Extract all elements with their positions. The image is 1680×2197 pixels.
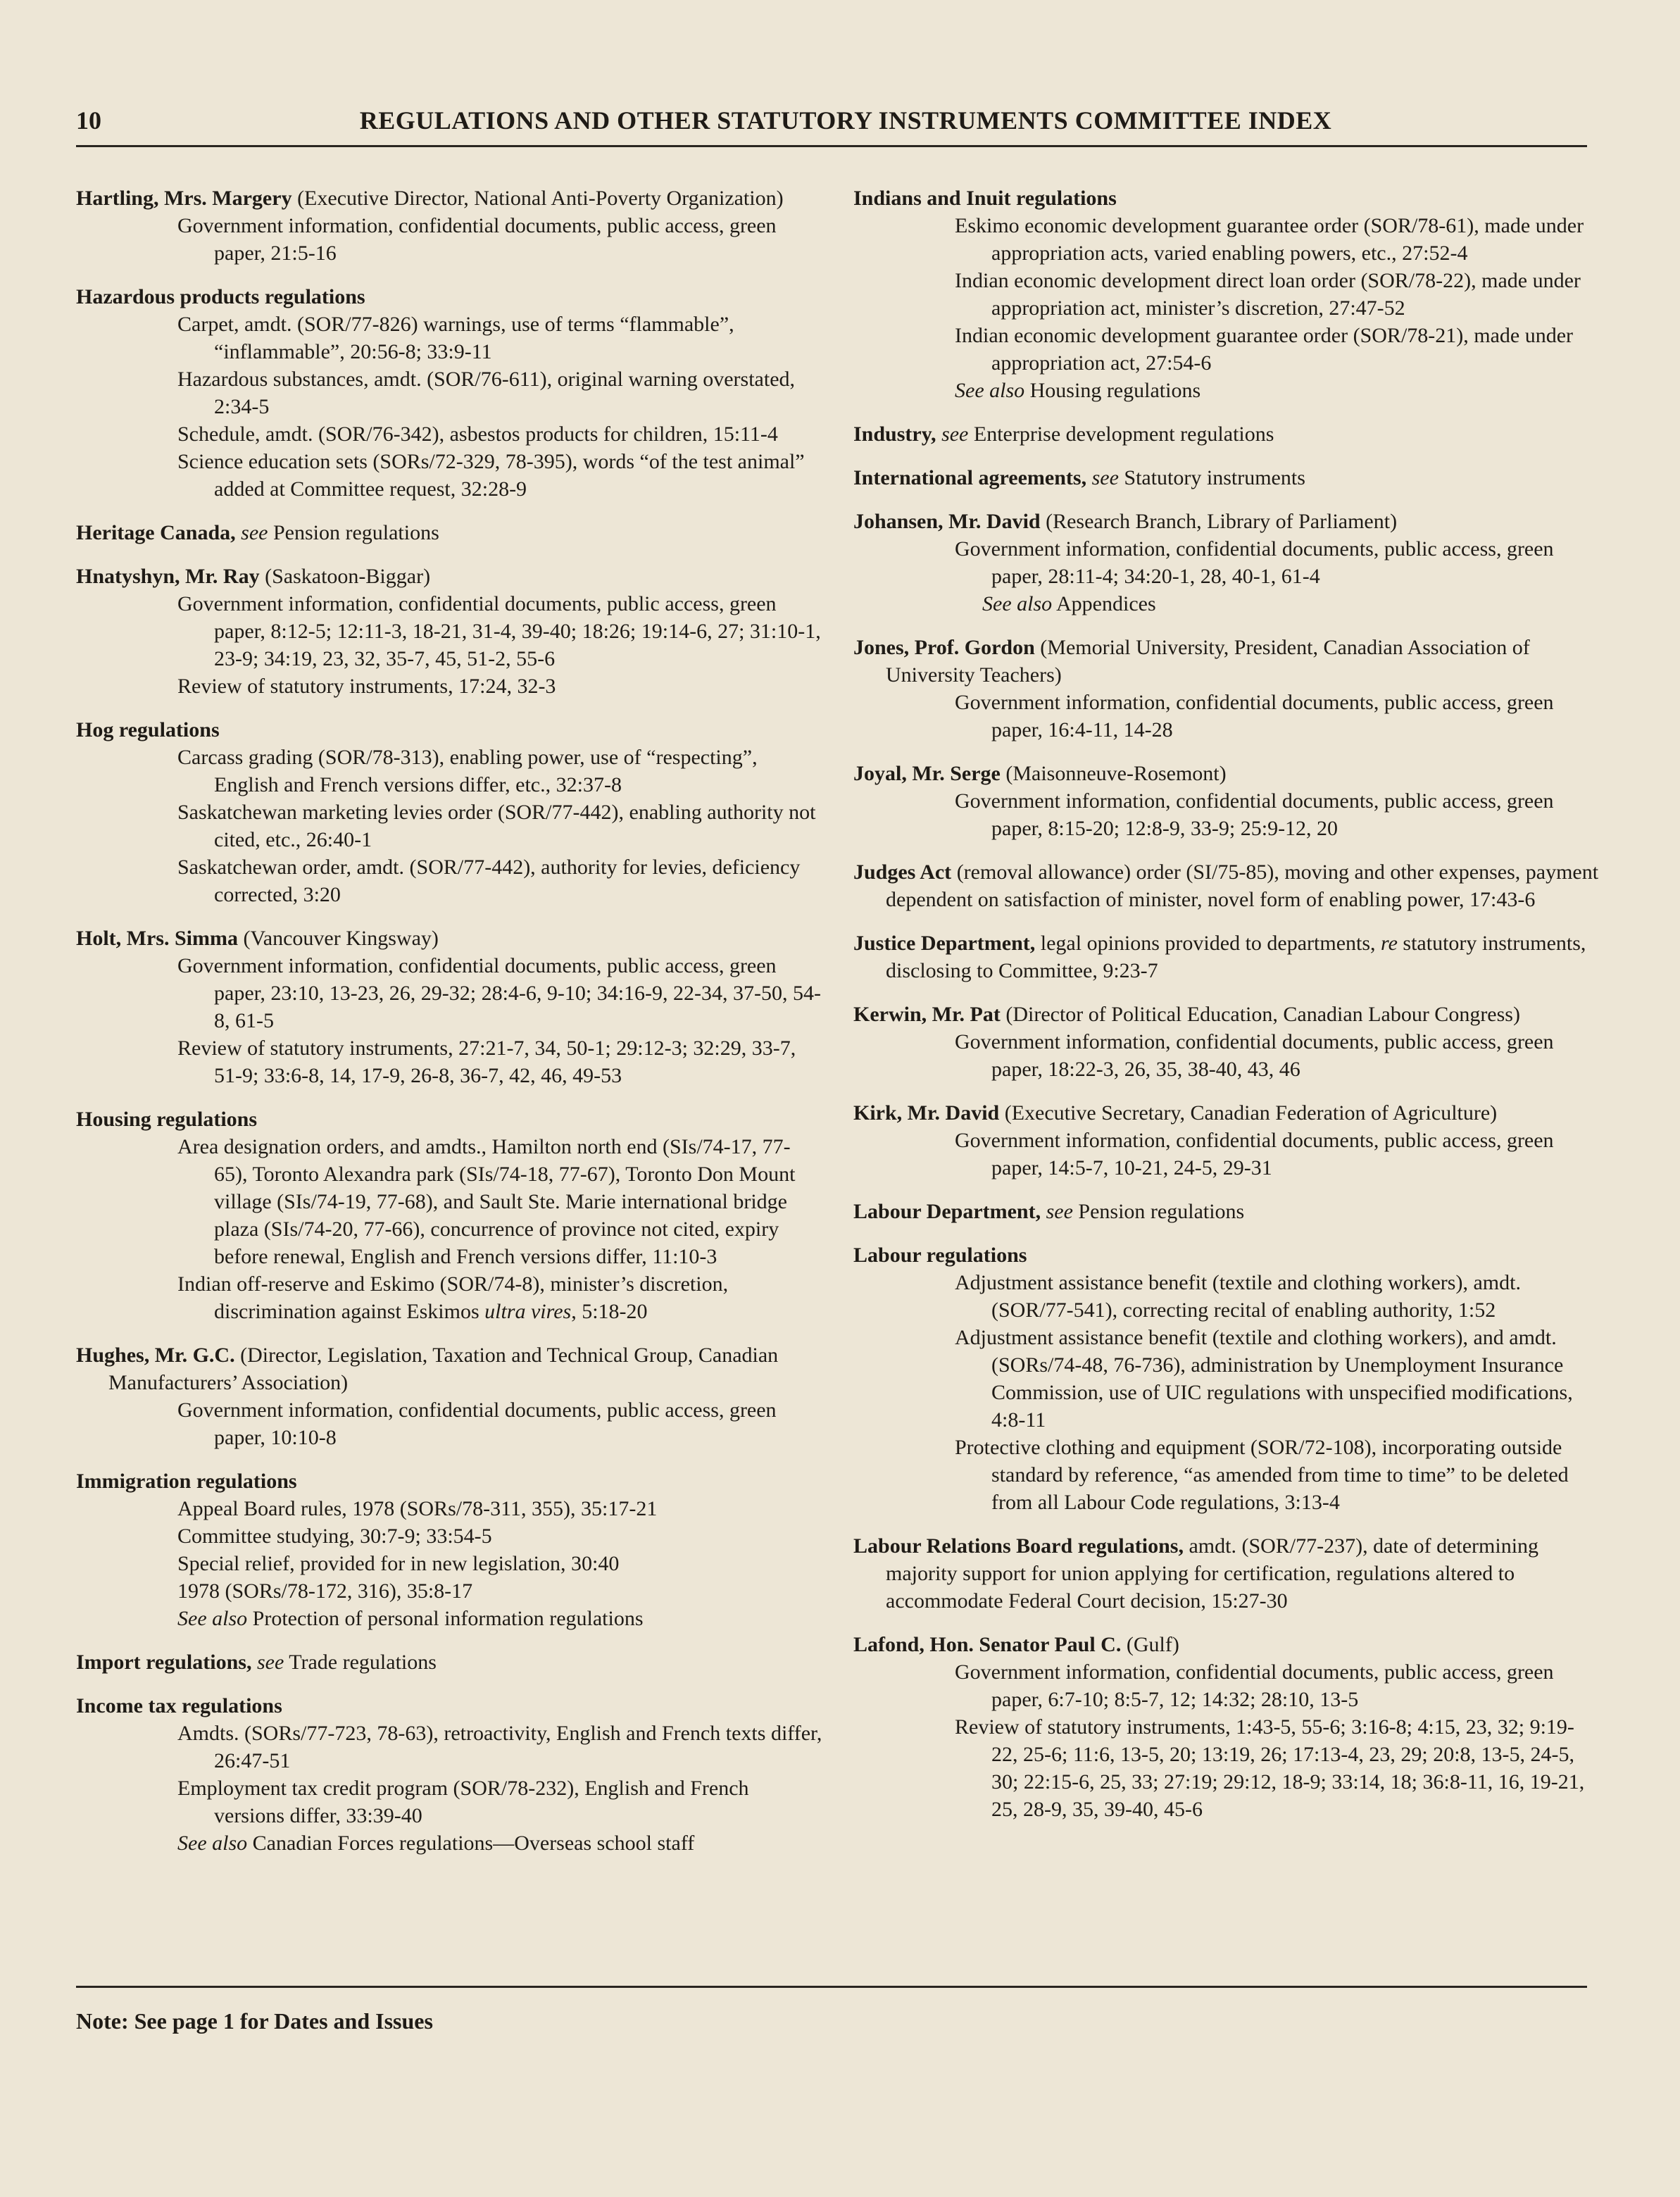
subheading-text: Saskatchewan order, amdt. (SOR/77-442), authority for levies, deficiency corrected, 3:20 bbox=[177, 856, 801, 906]
entry-heading: Johansen, Mr. David bbox=[853, 510, 1041, 533]
see-target: Trade regulations bbox=[289, 1651, 437, 1674]
entry-heading: Holt, Mrs. Simma bbox=[76, 927, 238, 950]
index-entry bbox=[76, 519, 822, 546]
subheading-text: Review of statutory instruments, 17:24, 32-3 bbox=[177, 675, 556, 698]
subheading-text: Indian off-reserve and Eskimo (SOR/74-8), minister’s discretion, discrimination against Eskimos bbox=[177, 1272, 729, 1323]
entry-heading-line bbox=[853, 858, 1600, 913]
subheading-text: Science education sets (SORs/72-329, 78-395), words “of the test animal” added at Committee request, 32:28-9 bbox=[177, 450, 805, 501]
subheading-text: Government information, confidential documents, public access, green paper, 10:10-8 bbox=[177, 1398, 777, 1449]
subheading-text: Saskatchewan marketing levies order (SOR/77-442), enabling authority not cited, etc., 26:40-1 bbox=[177, 801, 816, 851]
see-word: see bbox=[241, 521, 268, 544]
index-entry bbox=[853, 420, 1600, 448]
entry-subheading bbox=[76, 1577, 822, 1605]
subheading-text-end: , 5:18-20 bbox=[571, 1300, 648, 1323]
index-entry bbox=[853, 930, 1600, 984]
entry-heading-line bbox=[853, 1631, 1600, 1658]
entry-heading: Heritage Canada, bbox=[76, 521, 236, 544]
see-word: see bbox=[1046, 1200, 1073, 1223]
entry-subheading bbox=[853, 1434, 1600, 1516]
entry-subheading bbox=[76, 311, 822, 365]
see-also-line bbox=[853, 377, 1600, 404]
index-entry bbox=[853, 1001, 1600, 1083]
index-entry bbox=[853, 1198, 1600, 1225]
subheading-text: Indian economic development direct loan order (SOR/78-22), made under appropriation act, minister’s discretion, 27:47-52 bbox=[955, 269, 1581, 320]
entry-heading-line bbox=[76, 1106, 822, 1133]
entry-subheading bbox=[76, 853, 822, 908]
entry-subheading bbox=[76, 672, 822, 700]
index-entry bbox=[853, 858, 1600, 913]
entry-subheading bbox=[76, 420, 822, 448]
entry-heading-line bbox=[76, 925, 822, 952]
entry-heading-italic: re bbox=[1381, 932, 1398, 955]
index-entry bbox=[853, 1631, 1600, 1823]
footer-divider bbox=[76, 1986, 1587, 1988]
running-title: REGULATIONS AND OTHER STATUTORY INSTRUMENTS COMMITTEE INDEX bbox=[359, 106, 1332, 134]
entry-heading-line bbox=[76, 1648, 822, 1676]
entry-heading-line bbox=[853, 634, 1600, 689]
index-entry bbox=[853, 508, 1600, 618]
subheading-text: Government information, confidential documents, public access, green paper, 28:11-4; 34:20-1, 28, 40-1, 61-4 bbox=[955, 537, 1554, 588]
entry-heading-line bbox=[76, 1467, 822, 1495]
entry-subheading bbox=[853, 1658, 1600, 1713]
entry-heading-line bbox=[853, 1198, 1600, 1225]
see-also-label: See also bbox=[955, 379, 1025, 402]
index-entry bbox=[76, 716, 822, 908]
entry-subheading bbox=[853, 267, 1600, 322]
entry-heading-detail: (Memorial University, President, Canadian Association of University Teachers) bbox=[886, 636, 1530, 687]
subheading-text: Government information, confidential documents, public access, green paper, 8:15-20; 12:8-9, 33-9; 25:9-12, 20 bbox=[955, 789, 1554, 840]
entry-subheading bbox=[76, 212, 822, 267]
entry-heading: Labour Relations Board regulations, bbox=[853, 1534, 1184, 1558]
entry-heading-line bbox=[76, 1341, 822, 1396]
entry-subheading bbox=[76, 448, 822, 503]
index-entry bbox=[853, 184, 1600, 404]
entry-heading: Labour Department, bbox=[853, 1200, 1041, 1223]
entry-heading-detail: legal opinions provided to departments, bbox=[1035, 932, 1381, 955]
entry-heading: Kirk, Mr. David bbox=[853, 1101, 1000, 1125]
see-also-target: Protection of personal information regulations bbox=[252, 1607, 644, 1630]
entry-heading-line bbox=[853, 1001, 1600, 1028]
entry-heading-line bbox=[76, 563, 822, 590]
entry-heading: Judges Act bbox=[853, 860, 952, 884]
entry-heading-detail: (removal allowance) order (SI/75-85), moving and other expenses, payment dependent on satisfaction of minister, novel form of enabling power, 17:43-6 bbox=[886, 860, 1599, 911]
entry-heading: Labour regulations bbox=[853, 1244, 1027, 1267]
index-entry bbox=[853, 464, 1600, 492]
entry-heading-detail: (Executive Secretary, Canadian Federation of Agriculture) bbox=[999, 1101, 1498, 1125]
index-entry bbox=[76, 1648, 822, 1676]
subheading-text: Protective clothing and equipment (SOR/72-108), incorporating outside standard by reference, “as amended from time to time” to be deleted from all Labour Code regulations, 3:13-4 bbox=[955, 1436, 1569, 1514]
see-word: see bbox=[941, 423, 969, 446]
entry-subheading bbox=[76, 1034, 822, 1089]
entry-heading-detail: (Executive Director, National Anti-Poverty Organization) bbox=[292, 187, 784, 210]
entry-heading-line bbox=[853, 930, 1600, 984]
entry-heading: Kerwin, Mr. Pat bbox=[853, 1003, 1001, 1026]
index-entry bbox=[76, 1692, 822, 1857]
entry-heading-detail: amdt. (SOR/77-237), date of determining majority support for union applying for certification, regulations altered to accommodate Federal Court decision, 15:27-30 bbox=[886, 1534, 1539, 1613]
entry-heading-detail: (Research Branch, Library of Parliament) bbox=[1040, 510, 1398, 533]
entry-heading: Import regulations, bbox=[76, 1651, 252, 1674]
entry-heading-detail: (Vancouver Kingsway) bbox=[237, 927, 439, 950]
see-target: Enterprise development regulations bbox=[973, 423, 1274, 446]
entry-subheading bbox=[76, 744, 822, 799]
entry-heading-line bbox=[853, 464, 1600, 492]
see-also-line bbox=[76, 1829, 822, 1857]
see-also-label: See also bbox=[177, 1607, 248, 1630]
entry-heading-line bbox=[76, 184, 822, 212]
entry-subheading bbox=[76, 1133, 822, 1270]
subheading-text: Government information, confidential documents, public access, green paper, 6:7-10; 8:5-7, 12; 14:32; 28:10, 13-5 bbox=[955, 1660, 1554, 1711]
entry-heading: Hazardous products regulations bbox=[76, 285, 365, 308]
entry-heading: Jones, Prof. Gordon bbox=[853, 636, 1035, 659]
entry-subheading bbox=[76, 1495, 822, 1522]
entry-heading-line bbox=[853, 760, 1600, 787]
entry-subheading bbox=[76, 590, 822, 672]
subheading-text: Government information, confidential documents, public access, green paper, 8:12-5; 12:11-3, 18-21, 31-4, 39-40; 18:26; 19:14-6, 27; 31:10-1, 23-9; 34:19, 23, 32, 35-7, 45, 51-2, 55-6 bbox=[177, 592, 821, 670]
entry-heading-line bbox=[853, 1532, 1600, 1615]
entry-heading-detail: (Maisonneuve-Rosemont) bbox=[1000, 762, 1227, 785]
entry-subheading bbox=[76, 1720, 822, 1775]
subheading-text: 1978 (SORs/78-172, 316), 35:8-17 bbox=[177, 1579, 473, 1603]
subheading-text: Review of statutory instruments, 27:21-7, 34, 50-1; 29:12-3; 32:29, 33-7, 51-9; 33:6-8, 14, 17-9, 26-8, 36-7, 42, 46, 49-53 bbox=[177, 1037, 796, 1087]
index-column-left bbox=[76, 184, 822, 1873]
entry-heading: Joyal, Mr. Serge bbox=[853, 762, 1001, 785]
entry-heading: Hnatyshyn, Mr. Ray bbox=[76, 565, 260, 588]
entry-heading: Lafond, Hon. Senator Paul C. bbox=[853, 1633, 1122, 1656]
entry-heading: Justice Department, bbox=[853, 932, 1036, 955]
entry-heading: Hog regulations bbox=[76, 718, 220, 741]
subheading-text: Special relief, provided for in new legislation, 30:40 bbox=[177, 1552, 620, 1575]
index-entry bbox=[76, 563, 822, 700]
subheading-text: Carpet, amdt. (SOR/77-826) warnings, use of terms “flammable”, “inflammable”, 20:56-8; 33:9-11 bbox=[177, 313, 734, 363]
subheading-text: Government information, confidential documents, public access, green paper, 18:22-3, 26, 35, 38-40, 43, 46 bbox=[955, 1030, 1554, 1081]
entry-subheading bbox=[853, 535, 1600, 590]
entry-subheading bbox=[853, 1713, 1600, 1823]
entry-subheading bbox=[853, 212, 1600, 267]
entry-heading: Hartling, Mrs. Margery bbox=[76, 187, 292, 210]
index-entry bbox=[853, 634, 1600, 744]
see-also-target: Appendices bbox=[1056, 592, 1156, 615]
subheading-italic: ultra vires bbox=[484, 1300, 572, 1323]
see-target: Pension regulations bbox=[1078, 1200, 1245, 1223]
subheading-text: Appeal Board rules, 1978 (SORs/78-311, 355), 35:17-21 bbox=[177, 1497, 658, 1520]
entry-heading-detail-end: statutory instruments, disclosing to Committee, 9:23-7 bbox=[886, 932, 1586, 982]
page-header bbox=[76, 106, 1587, 147]
entry-subheading bbox=[76, 1396, 822, 1451]
subheading-text: Government information, confidential documents, public access, green paper, 21:5-16 bbox=[177, 214, 777, 265]
entry-heading: Immigration regulations bbox=[76, 1470, 297, 1493]
index-entry bbox=[76, 1106, 822, 1325]
index-entry bbox=[853, 1532, 1600, 1615]
subheading-text: Government information, confidential documents, public access, green paper, 16:4-11, 14-28 bbox=[955, 691, 1554, 741]
index-entry bbox=[76, 1341, 822, 1451]
entry-subheading bbox=[76, 952, 822, 1034]
see-also-line bbox=[853, 590, 1600, 618]
index-entry bbox=[853, 1099, 1600, 1182]
subheading-text: Indian economic development guarantee order (SOR/78-21), made under appropriation act, 27:54-6 bbox=[955, 324, 1574, 375]
subheading-text: Eskimo economic development guarantee order (SOR/78-61), made under appropriation acts, varied enabling powers, etc., 27:52-4 bbox=[955, 214, 1584, 265]
entry-heading-line bbox=[76, 716, 822, 744]
entry-heading: Hughes, Mr. G.C. bbox=[76, 1344, 235, 1367]
entry-subheading bbox=[853, 322, 1600, 377]
see-target: Statutory instruments bbox=[1124, 466, 1305, 489]
subheading-text: Area designation orders, and amdts., Hamilton north end (SIs/74-17, 77-65), Toronto Alexandra park (SIs/74-18, 77-67), Toronto Don Mount village (SIs/74-19, 77-68), and Sault Ste. Marie international bridge plaza (SIs/74-20, 77-66), concurrence of province not cited, expiry before renewal, English and French versions differ, 11:10-3 bbox=[177, 1135, 796, 1268]
entry-subheading bbox=[853, 1269, 1600, 1324]
page-number: 10 bbox=[76, 106, 101, 134]
see-also-target: Canadian Forces regulations—Overseas school staff bbox=[252, 1832, 695, 1855]
index-entry bbox=[853, 1241, 1600, 1516]
index-entry bbox=[76, 184, 822, 267]
subheading-text: Amdts. (SORs/77-723, 78-63), retroactivity, English and French texts differ, 26:47-51 bbox=[177, 1722, 822, 1772]
index-entry bbox=[76, 925, 822, 1089]
entry-heading-line bbox=[76, 283, 822, 311]
index-entry bbox=[76, 283, 822, 503]
see-also-target: Housing regulations bbox=[1029, 379, 1201, 402]
subheading-text: Employment tax credit program (SOR/78-232), English and French versions differ, 33:39-40 bbox=[177, 1777, 749, 1827]
subheading-text: Adjustment assistance benefit (textile and clothing workers), and amdt. (SORs/74-48, 76-736), administration by Unemployment Insurance Commission, use of UIC regulations with unspecified modifications, 4:8-11 bbox=[955, 1326, 1573, 1432]
index-entry bbox=[76, 1467, 822, 1632]
entry-subheading bbox=[76, 1550, 822, 1577]
subheading-text: Committee studying, 30:7-9; 33:54-5 bbox=[177, 1525, 492, 1548]
entry-heading-line bbox=[76, 1692, 822, 1720]
subheading-text: Carcass grading (SOR/78-313), enabling power, use of “respecting”, English and French versions differ, etc., 32:37-8 bbox=[177, 746, 758, 796]
entry-heading-line bbox=[853, 184, 1600, 212]
entry-subheading bbox=[853, 1324, 1600, 1434]
subheading-text: Adjustment assistance benefit (textile and clothing workers), amdt. (SOR/77-541), correcting recital of enabling authority, 1:52 bbox=[955, 1271, 1521, 1322]
entry-subheading bbox=[853, 787, 1600, 842]
see-target: Pension regulations bbox=[272, 521, 439, 544]
entry-subheading bbox=[853, 689, 1600, 744]
see-also-line bbox=[76, 1605, 822, 1632]
index-column-right bbox=[853, 184, 1600, 1839]
entry-heading-line bbox=[76, 519, 822, 546]
entry-heading-line bbox=[853, 420, 1600, 448]
entry-subheading bbox=[76, 1522, 822, 1550]
see-word: see bbox=[1091, 466, 1119, 489]
entry-subheading bbox=[76, 365, 822, 420]
subheading-text: Hazardous substances, amdt. (SOR/76-611), original warning overstated, 2:34-5 bbox=[177, 368, 796, 418]
entry-heading: Industry, bbox=[853, 423, 936, 446]
subheading-text: Schedule, amdt. (SOR/76-342), asbestos products for children, 15:11-4 bbox=[177, 423, 778, 446]
entry-heading: International agreements, bbox=[853, 466, 1087, 489]
entry-subheading bbox=[853, 1127, 1600, 1182]
entry-subheading bbox=[76, 1270, 822, 1325]
entry-heading-detail: (Saskatoon-Biggar) bbox=[259, 565, 431, 588]
index-entry bbox=[853, 760, 1600, 842]
entry-heading: Indians and Inuit regulations bbox=[853, 187, 1117, 210]
subheading-text: Review of statutory instruments, 1:43-5, 55-6; 3:16-8; 4:15, 23, 32; 9:19-22, 25-6; 11:6, 13-5, 20; 13:19, 26; 17:13-4, 23, 29; 20:8, 13-5, 24-5, 30; 22:15-6, 25, 33; 27:19; 29:12, 18-9; 33:14, 18; 36:8-11, 16, 19-21, 25, 28-9, 35, 39-40, 45-6 bbox=[955, 1715, 1585, 1821]
entry-heading-line bbox=[853, 1241, 1600, 1269]
entry-heading: Income tax regulations bbox=[76, 1694, 282, 1717]
entry-heading-detail: (Gulf) bbox=[1121, 1633, 1179, 1656]
entry-heading: Housing regulations bbox=[76, 1108, 258, 1131]
see-also-label: See also bbox=[177, 1832, 248, 1855]
entry-subheading bbox=[76, 799, 822, 853]
footer-note: Note: See page 1 for Dates and Issues bbox=[76, 2008, 433, 2034]
entry-heading-line bbox=[853, 508, 1600, 535]
entry-heading-detail: (Director, Legislation, Taxation and Technical Group, Canadian Manufacturers’ Association) bbox=[108, 1344, 779, 1394]
subheading-text: Government information, confidential documents, public access, green paper, 23:10, 13-23, 26, 29-32; 28:4-6, 9-10; 34:16-9, 22-34, 37-50, 54-8, 61-5 bbox=[177, 954, 822, 1032]
entry-subheading bbox=[853, 1028, 1600, 1083]
subheading-text: Government information, confidential documents, public access, green paper, 14:5-7, 10-21, 24-5, 29-31 bbox=[955, 1129, 1554, 1179]
entry-subheading bbox=[76, 1775, 822, 1829]
see-also-label: See also bbox=[982, 592, 1053, 615]
entry-heading-line bbox=[853, 1099, 1600, 1127]
see-word: see bbox=[256, 1651, 284, 1674]
entry-heading-detail: (Director of Political Education, Canadian Labour Congress) bbox=[1000, 1003, 1520, 1026]
